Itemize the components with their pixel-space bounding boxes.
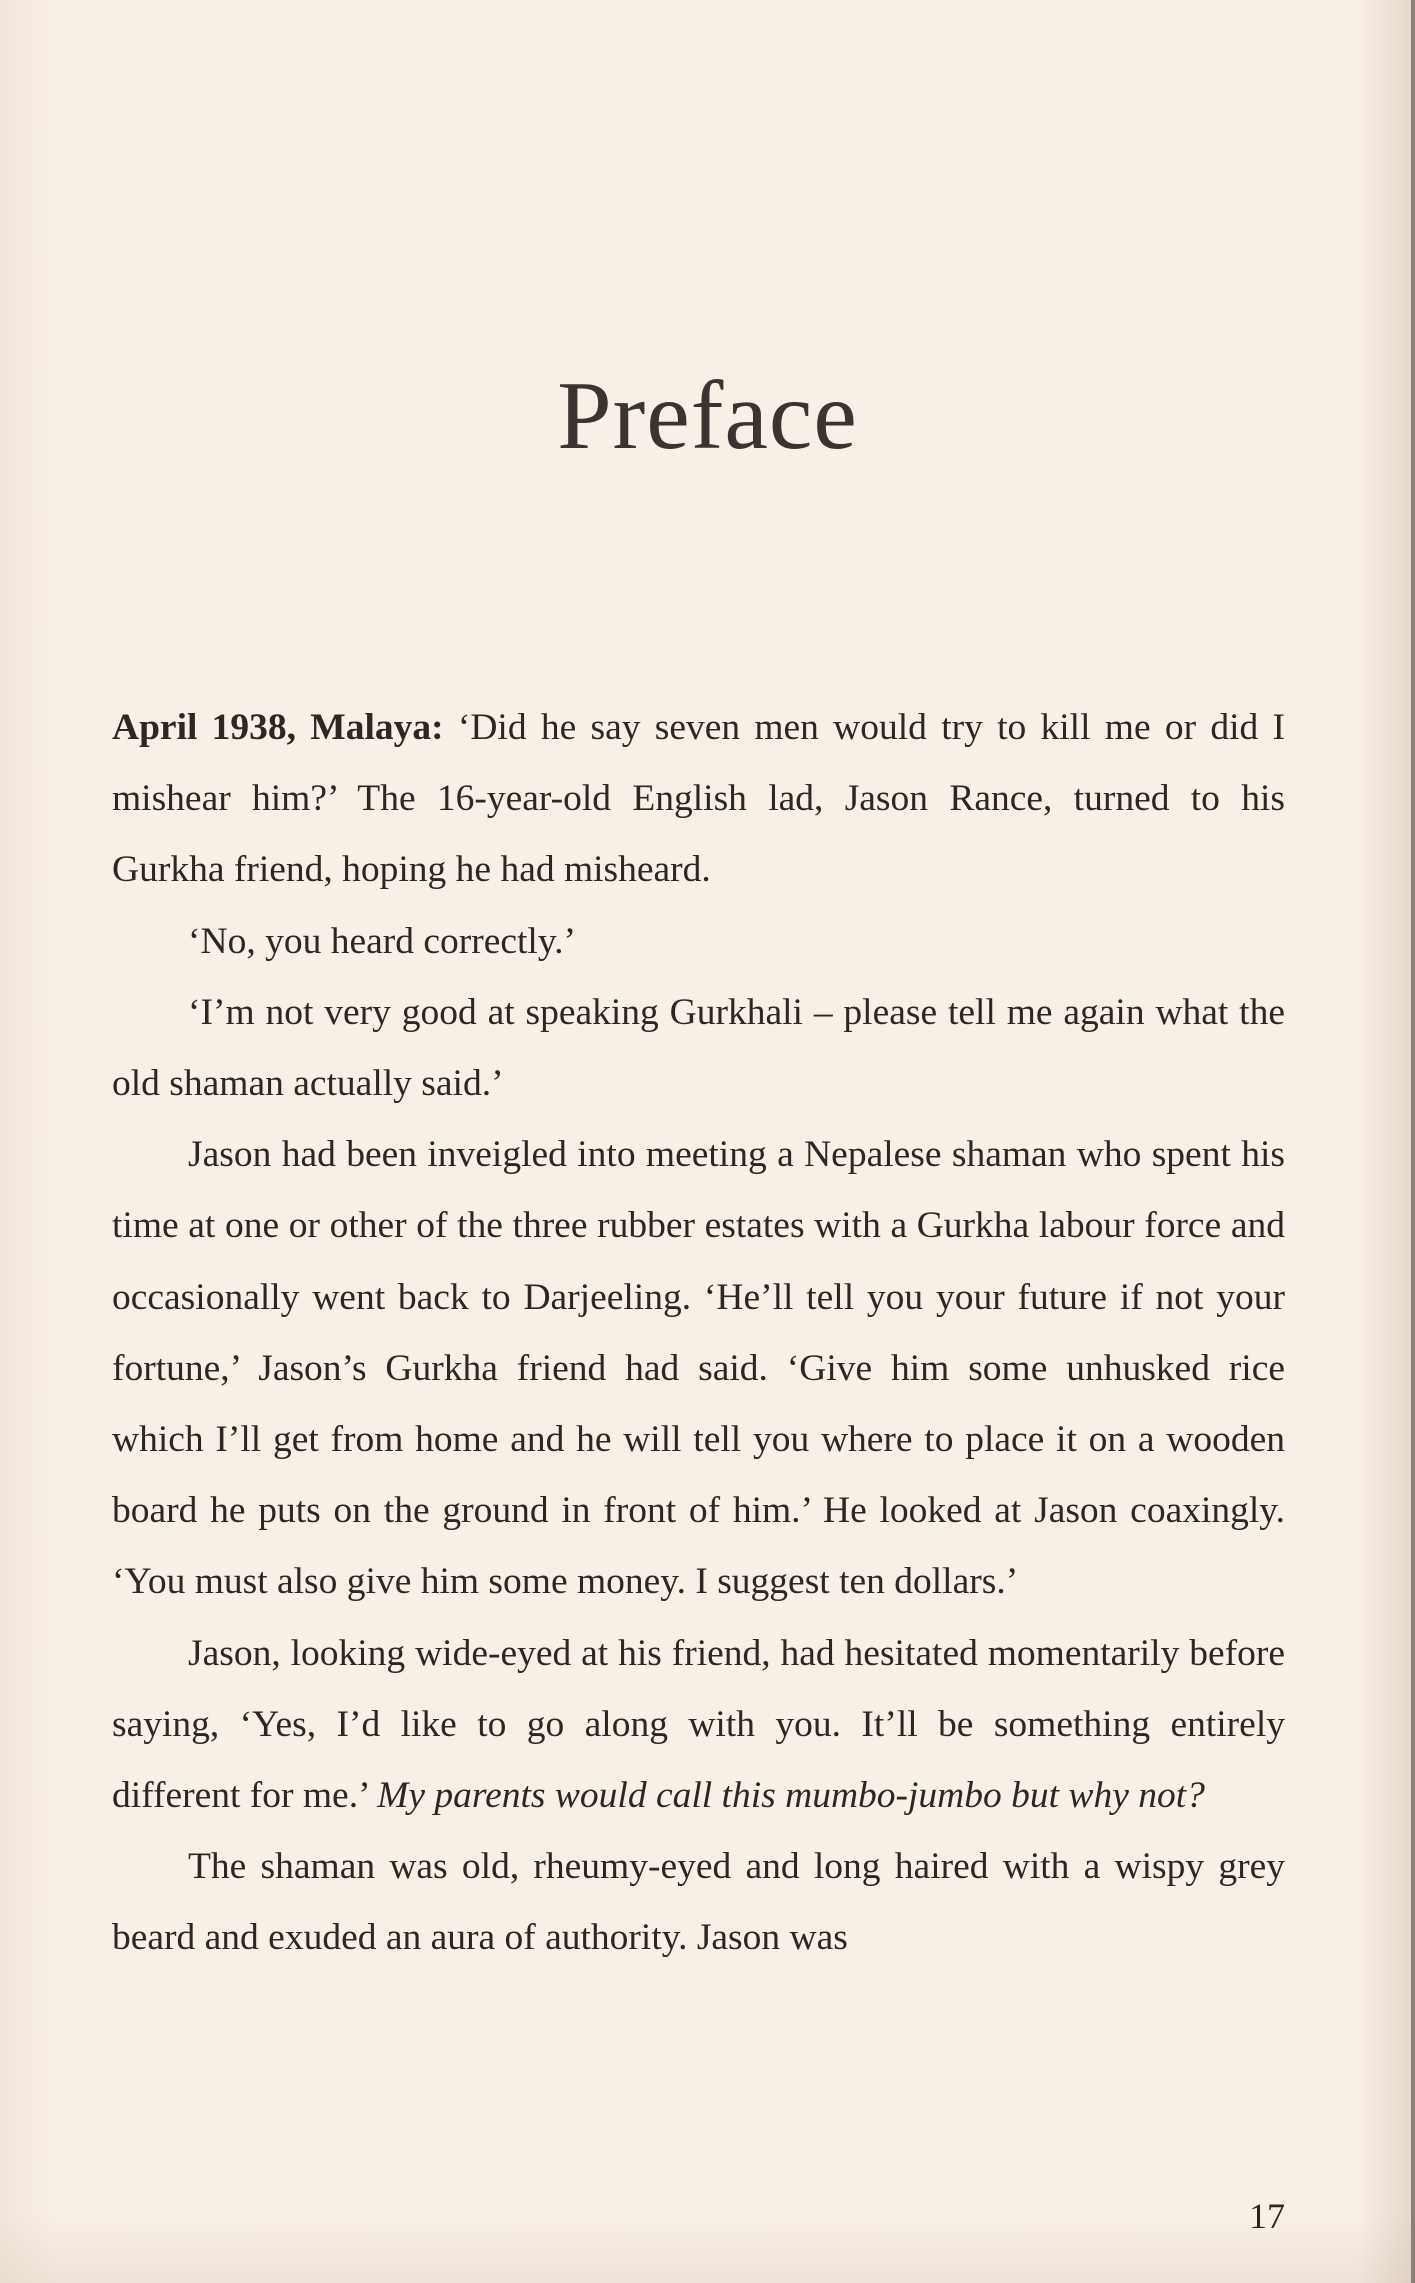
page-edge-shadow bbox=[1411, 0, 1415, 2283]
page-number: 17 bbox=[1249, 2196, 1285, 2236]
paragraph-3: ‘I’m not very good at speaking Gurkhali – please tell me again what the old shaman actually said.’ bbox=[112, 991, 1285, 1105]
paragraph-1 bbox=[112, 692, 1285, 906]
paragraph-5-text: Jason, looking wide-eyed at his friend, had hesitated momentarily before saying, ‘Yes, I’d like to go along with you. It’ll be something entirely different for me.’ bbox=[112, 1632, 1285, 1817]
paragraph-4: Jason had been inveigled into meeting a Nepalese shaman who spent his time at one or other of the three rubber estates with a Gurkha labour force and occasionally went back to Darjeeling. ‘He’ll tell you your future if not your fortune,’ Jason’s Gurkha friend had said. ‘Give him some unhusked rice which I’ll get from home and he will tell you where to place it on a wooden board he puts on the ground in front of him.’ He looked at Jason coaxingly. ‘You must also give him some money. I suggest ten dollars.’ bbox=[112, 1134, 1285, 1603]
body-text bbox=[112, 692, 1285, 1974]
dateline: April 1938, Malaya: bbox=[112, 707, 444, 748]
inner-thought: My parents would call this mumbo-jumbo but why not? bbox=[377, 1775, 1205, 1817]
paragraph-5 bbox=[112, 1618, 1285, 1832]
paragraph-1-text: ‘Did he say seven men would try to kill me or did I mishear him?’ The 16-year-old English lad, Jason Rance, turned to his Gurkha friend, hoping he had misheard. bbox=[112, 707, 1285, 891]
paragraph-2: ‘No, you heard correctly.’ bbox=[188, 920, 577, 962]
page-heading: Preface bbox=[557, 362, 858, 470]
paragraph-6: The shaman was old, rheumy-eyed and long haired with a wispy grey beard and exuded an aura of authority. Jason was bbox=[112, 1846, 1285, 1959]
